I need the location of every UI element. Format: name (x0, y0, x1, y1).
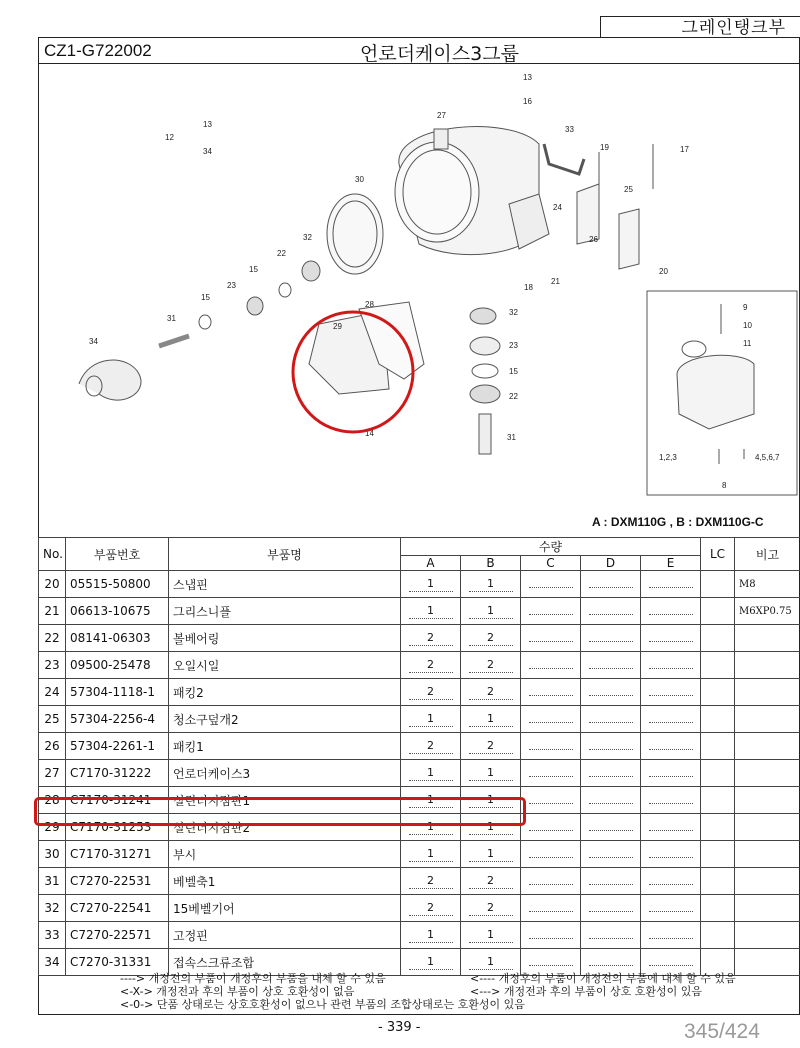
cell-qty-b: 1 (461, 760, 521, 787)
cell-qty-d (581, 922, 641, 949)
cell-part-no: C7270-22531 (66, 868, 169, 895)
cell-no: 25 (39, 706, 66, 733)
cell-qty-d (581, 625, 641, 652)
cell-qty-d (581, 598, 641, 625)
cell-no: 32 (39, 895, 66, 922)
callout-label: 15 (249, 265, 258, 274)
pdf-page-indicator: 345/424 (684, 1020, 760, 1043)
cell-qty-d (581, 868, 641, 895)
legend-line: <---> 개정전과 후의 부품이 상호 호환성이 있음 (470, 985, 702, 998)
cell-remarks (735, 949, 800, 976)
cell-qty-b: 1 (461, 598, 521, 625)
cell-qty-d (581, 679, 641, 706)
cell-qty-a: 2 (401, 652, 461, 679)
cell-qty-a: 2 (401, 679, 461, 706)
cell-qty-e (641, 922, 701, 949)
cell-no: 21 (39, 598, 66, 625)
cell-lc (701, 679, 735, 706)
table-row (39, 841, 800, 868)
cell-no: 23 (39, 652, 66, 679)
cell-lc (701, 625, 735, 652)
cell-qty-c (521, 679, 581, 706)
cell-qty-d (581, 652, 641, 679)
cell-qty-d (581, 733, 641, 760)
cell-part-no: 57304-2261-1 (66, 733, 169, 760)
callout-label: 23 (509, 341, 518, 350)
cell-part-name: 15베벨기어 (169, 895, 401, 922)
cell-qty-b: 1 (461, 841, 521, 868)
callout-label: 34 (89, 337, 98, 346)
cell-no: 26 (39, 733, 66, 760)
callout-label: 13 (523, 73, 532, 82)
cell-qty-e (641, 733, 701, 760)
cell-part-name: 볼베어링 (169, 625, 401, 652)
cell-lc (701, 841, 735, 868)
page-number: - 339 - (378, 1020, 421, 1035)
cell-qty-a: 1 (401, 598, 461, 625)
table-row (39, 706, 800, 733)
cell-part-no: C7270-22541 (66, 895, 169, 922)
section-title: 그레인탱크부 (600, 16, 800, 38)
header-lc: LC (701, 538, 735, 571)
callout-label: 4,5,6,7 (755, 453, 780, 462)
cell-qty-b: 2 (461, 733, 521, 760)
cell-lc (701, 733, 735, 760)
cell-no: 34 (39, 949, 66, 976)
callout-label: 33 (565, 125, 574, 134)
callout-label: 26 (589, 235, 598, 244)
header-qty-b: B (461, 556, 521, 571)
callout-label: 10 (743, 321, 752, 330)
cell-qty-b: 1 (461, 706, 521, 733)
cell-remarks (735, 625, 800, 652)
cell-no: 22 (39, 625, 66, 652)
cell-part-no: C7170-31222 (66, 760, 169, 787)
callout-label: 21 (551, 277, 560, 286)
cell-lc (701, 760, 735, 787)
cell-qty-b: 2 (461, 652, 521, 679)
cell-qty-c (521, 652, 581, 679)
cell-qty-c (521, 733, 581, 760)
cell-qty-a: 1 (401, 706, 461, 733)
group-title: 언로더케이스3그룹 (360, 43, 519, 65)
cell-qty-d (581, 706, 641, 733)
cell-qty-e (641, 625, 701, 652)
cell-part-no: 08141-06303 (66, 625, 169, 652)
group-code: CZ1-G722002 (44, 41, 152, 60)
cell-qty-d (581, 760, 641, 787)
callout-label: 24 (553, 203, 562, 212)
cell-qty-b: 2 (461, 895, 521, 922)
callout-label: 19 (600, 143, 609, 152)
table-row (39, 598, 800, 625)
callout-label: 18 (524, 283, 533, 292)
callout-label: 23 (227, 281, 236, 290)
cell-part-no: 05515-50800 (66, 571, 169, 598)
cell-no: 20 (39, 571, 66, 598)
cell-qty-c (521, 841, 581, 868)
cell-part-no: 57304-1118-1 (66, 679, 169, 706)
callout-label: 31 (507, 433, 516, 442)
cell-qty-a: 1 (401, 571, 461, 598)
cell-part-name: 패킹1 (169, 733, 401, 760)
cell-remarks (735, 922, 800, 949)
cell-qty-a: 2 (401, 895, 461, 922)
table-row (39, 652, 800, 679)
cell-part-no: C7270-31331 (66, 949, 169, 976)
header-qty-a: A (401, 556, 461, 571)
cell-part-name: 실린더지점판2 (169, 814, 401, 841)
cell-part-name: 부시 (169, 841, 401, 868)
table-row (39, 760, 800, 787)
callout-label: 8 (722, 481, 727, 490)
callout-label: 27 (437, 111, 446, 120)
header-part-name: 부품명 (169, 538, 401, 571)
cell-qty-c (521, 625, 581, 652)
cell-qty-d (581, 571, 641, 598)
cell-qty-c (521, 895, 581, 922)
cell-remarks (735, 787, 800, 814)
callout-label: 22 (277, 249, 286, 258)
cell-qty-e (641, 706, 701, 733)
cell-qty-a: 1 (401, 787, 461, 814)
header-qty: 수량 (401, 538, 701, 556)
cell-qty-b: 1 (461, 814, 521, 841)
cell-part-name: 오일시일 (169, 652, 401, 679)
cell-remarks (735, 733, 800, 760)
table-row (39, 733, 800, 760)
table-row (39, 922, 800, 949)
cell-qty-c (521, 922, 581, 949)
header-remarks: 비고 (735, 538, 800, 571)
table-row (39, 679, 800, 706)
callout-label: 17 (680, 145, 689, 154)
cell-remarks: M6XP0.75 (735, 598, 800, 625)
callout-label: 11 (743, 339, 752, 348)
callout-label: 32 (303, 233, 312, 242)
cell-lc (701, 787, 735, 814)
cell-qty-d (581, 787, 641, 814)
header-qty-d: D (581, 556, 641, 571)
cell-qty-e (641, 868, 701, 895)
cell-lc (701, 895, 735, 922)
cell-qty-a: 1 (401, 841, 461, 868)
cell-part-name: 스냅핀 (169, 571, 401, 598)
cell-qty-e (641, 841, 701, 868)
cell-remarks (735, 895, 800, 922)
cell-qty-d (581, 895, 641, 922)
cell-part-name: 접속스크류조합 (169, 949, 401, 976)
header-part-no: 부품번호 (66, 538, 169, 571)
cell-qty-d (581, 841, 641, 868)
cell-lc (701, 922, 735, 949)
cell-part-name: 청소구덮개2 (169, 706, 401, 733)
legend-line: <---- 개정후의 부품이 개정전의 부품에 대체 할 수 있음 (470, 972, 736, 985)
header-qty-e: E (641, 556, 701, 571)
legend-line: ----> 개정전의 부품이 개정후의 부품을 내체 할 수 있음 (120, 972, 386, 985)
callout-label: 12 (165, 133, 174, 142)
table-row (39, 868, 800, 895)
cell-lc (701, 706, 735, 733)
cell-no: 24 (39, 679, 66, 706)
cell-qty-b: 1 (461, 949, 521, 976)
cell-qty-b: 1 (461, 571, 521, 598)
cell-part-name: 베벨축1 (169, 868, 401, 895)
cell-part-name: 고정핀 (169, 922, 401, 949)
cell-remarks (735, 868, 800, 895)
cell-remarks (735, 760, 800, 787)
cell-remarks (735, 679, 800, 706)
callout-label: 9 (743, 303, 748, 312)
cell-qty-d (581, 814, 641, 841)
legend-right (470, 972, 736, 998)
callout-label: 14 (365, 429, 374, 438)
cell-qty-e (641, 814, 701, 841)
cell-qty-a: 2 (401, 868, 461, 895)
cell-qty-a: 2 (401, 625, 461, 652)
table-row (39, 625, 800, 652)
cell-qty-b: 1 (461, 787, 521, 814)
cell-qty-c (521, 571, 581, 598)
callout-label: 15 (201, 293, 210, 302)
cell-remarks (735, 814, 800, 841)
callout-label: 31 (167, 314, 176, 323)
parts-table (38, 537, 800, 976)
table-row (39, 571, 800, 598)
callout-label: 16 (523, 97, 532, 106)
cell-qty-c (521, 814, 581, 841)
cell-remarks (735, 706, 800, 733)
cell-part-name: 실린더지점판1 (169, 787, 401, 814)
callout-label: 1,2,3 (659, 453, 677, 462)
exploded-parts-diagram (39, 64, 799, 530)
model-note: A : DXM110G , B : DXM110G-C (592, 515, 764, 529)
callout-label: 34 (203, 147, 212, 156)
cell-qty-e (641, 787, 701, 814)
cell-remarks (735, 652, 800, 679)
cell-no: 29 (39, 814, 66, 841)
cell-part-no: 06613-10675 (66, 598, 169, 625)
cell-qty-e (641, 571, 701, 598)
cell-qty-b: 2 (461, 679, 521, 706)
highlight-row-29 (34, 797, 526, 826)
cell-qty-e (641, 679, 701, 706)
legend-left (120, 972, 525, 1011)
cell-part-name: 언로더케이스3 (169, 760, 401, 787)
cell-qty-a: 1 (401, 922, 461, 949)
cell-part-no: C7170-31253 (66, 814, 169, 841)
callout-label: 28 (365, 300, 374, 309)
header-qty-c: C (521, 556, 581, 571)
cell-no: 33 (39, 922, 66, 949)
callout-label: 30 (355, 175, 364, 184)
cell-qty-c (521, 598, 581, 625)
callout-label: 32 (509, 308, 518, 317)
callout-label: 22 (509, 392, 518, 401)
cell-qty-b: 2 (461, 625, 521, 652)
table-row (39, 895, 800, 922)
cell-part-no: C7170-31271 (66, 841, 169, 868)
cell-qty-e (641, 760, 701, 787)
callout-label: 29 (333, 322, 342, 331)
cell-qty-a: 2 (401, 733, 461, 760)
cell-part-no: C7170-31241 (66, 787, 169, 814)
cell-qty-e (641, 652, 701, 679)
cell-lc (701, 571, 735, 598)
cell-qty-c (521, 787, 581, 814)
cell-qty-c (521, 706, 581, 733)
cell-remarks: M8 (735, 571, 800, 598)
cell-part-no: C7270-22571 (66, 922, 169, 949)
cell-qty-b: 1 (461, 922, 521, 949)
cell-lc (701, 598, 735, 625)
cell-no: 27 (39, 760, 66, 787)
callout-label: 25 (624, 185, 633, 194)
cell-part-no: 57304-2256-4 (66, 706, 169, 733)
cell-qty-a: 1 (401, 814, 461, 841)
cell-part-name: 그리스니플 (169, 598, 401, 625)
cell-qty-a: 1 (401, 949, 461, 976)
cell-remarks (735, 841, 800, 868)
cell-qty-c (521, 868, 581, 895)
callout-label: 15 (509, 367, 518, 376)
cell-part-name: 패킹2 (169, 679, 401, 706)
callout-label: 20 (659, 267, 668, 276)
header-no: No. (39, 538, 66, 571)
cell-qty-b: 2 (461, 868, 521, 895)
cell-part-no: 09500-25478 (66, 652, 169, 679)
legend-line: <-X-> 개정전과 후의 부품이 상호 호환성이 없음 (120, 985, 355, 998)
cell-lc (701, 868, 735, 895)
cell-qty-e (641, 895, 701, 922)
legend-line: <-0-> 단품 상태로는 상호호환성이 없으나 관련 부품의 조합상태로는 호환성이 있음 (120, 998, 525, 1011)
callout-label: 13 (203, 120, 212, 129)
cell-lc (701, 652, 735, 679)
cell-no: 31 (39, 868, 66, 895)
cell-lc (701, 814, 735, 841)
cell-no: 30 (39, 841, 66, 868)
cell-no: 28 (39, 787, 66, 814)
cell-qty-c (521, 760, 581, 787)
cell-qty-a: 1 (401, 760, 461, 787)
cell-qty-e (641, 598, 701, 625)
